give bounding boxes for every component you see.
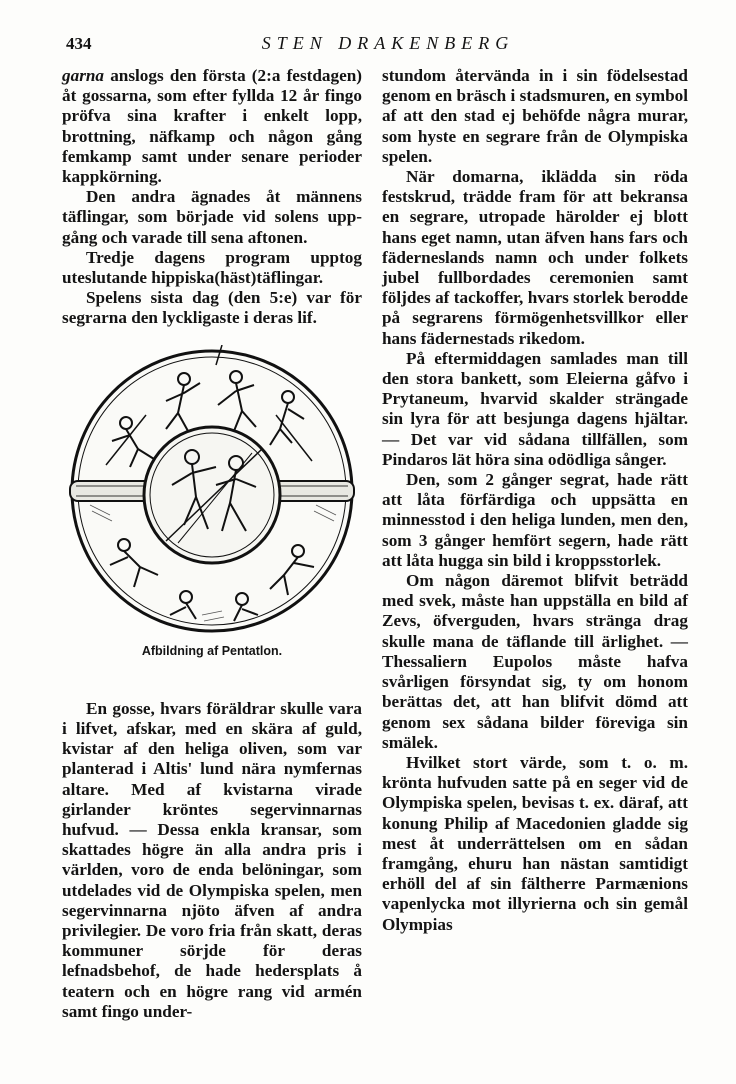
paragraph: stundom återvända in i sin födelsestad genom en bräsch i stadsmuren, en symbol af att den stad ej behöfde några murar, som hyste en segrare från de Olympiska spelen.	[382, 66, 688, 166]
paragraph: En gosse, hvars föräldrar skulle vara i lifvet, afskar, med en skära af guld, kvistar af den heliga oliven, som var planterad i Altis' lund nära nymfernas altare. Med af kvistarna virade girlander kröntes segervinnarnas hufvud. — Dessa enkla kransar, som skattades högre än alla andra pris i världen, voro de enda belöningar, som utdelades vid de Olympiska spelen, men segervinnarna njöto äfven af andra privilegier. De voro fria från skatt, deras kommuner sörjde för deras lefnadsbehof, de hade hedersplats å teatern och en högre rang vid armén samt fingo under-	[62, 698, 362, 1021]
paragraph: Spelens sista dag (den 5:e) var för segrarna den lyckligaste i deras lif.	[62, 288, 362, 328]
paragraph	[62, 66, 362, 187]
page-number: 434	[66, 34, 92, 53]
left-column	[62, 66, 362, 1022]
paragraph: Hvilket stort värde, som t. o. m. krönta hufvuden satte på en seger vid de Olympiska spelen, bevisas t. ex. däraf, att konung Philip af Macedonien gladde sig mest åt underrättelsen om en sådan framgång, ehuru han nästan samtidigt erhöll del af sin fältherre Parmænions vapenlycka mot illyrierna och sin gemål Olympias	[382, 752, 688, 934]
running-title: STEN DRAKENBERG	[261, 33, 515, 53]
figure-caption: Afbildning af Pentatlon.	[141, 643, 283, 658]
paragraph: Om någon däremot blifvit beträdd med svek, måste han uppställa en bild af Zevs, öfverguden, hvars stränga drag skulle mana de täflande till ärlighet. — Thessaliern Eupolos måste hafva svårligen försyndat sig, ty om honom berättas det, att han blifvit dömd att genom sex sådana bilder föreviga sin smälek.	[382, 571, 688, 752]
pentathlon-figure	[63, 345, 361, 661]
pentathlon-vase-illustration	[66, 345, 358, 637]
paragraph: På eftermiddagen samlades man till den stora bankett, som Eleierna gåfvo i Prytaneum, hvarvid skalder strängade sin lyra för att besjunga dagens hjältar. — Det var vid sådana tillfällen, som Pindaros lät höra sina odödliga sånger.	[382, 348, 688, 469]
paragraph: När domarna, iklädda sin röda festskrud, trädde fram för att bekransa en segrare, utropade härolder ej blott hans eget namn, utan äfven hans fars och fäderneslands namn och under folkets jubel fullbordades ceremonien samt följdes af tackoffer, hvars storlek berodde på segrarens förmögenhetsvillkor eller hans fädernestads rikedom.	[382, 167, 688, 348]
spacer	[62, 661, 362, 699]
italic-first-word: garna	[62, 66, 105, 85]
right-column	[382, 66, 688, 935]
paragraph: Den andra ägnades åt männens täflingar, som började vid solens uppgång och varade till sena aftonen.	[62, 187, 362, 247]
paragraph-text: anslogs den första (2:a festdagen) åt gossarna, som efter fyllda 12 år fingo pröfva sina krafter i enkelt lopp, brottning, näfkamp och någon gång femkamp samt under senare perioder kappkörning.	[62, 66, 363, 187]
paragraph: Den, som 2 gånger segrat, hade rätt att låta förfärdiga och uppsätta en minnesstod i den heliga lunden, men den, som 3 gånger hemfört segern, hade rätt att låta hugga sin bild i kroppsstorlek.	[382, 470, 688, 570]
paragraph: Tredje dagens program upptog uteslutande hippiska(häst)täflingar.	[62, 247, 362, 288]
